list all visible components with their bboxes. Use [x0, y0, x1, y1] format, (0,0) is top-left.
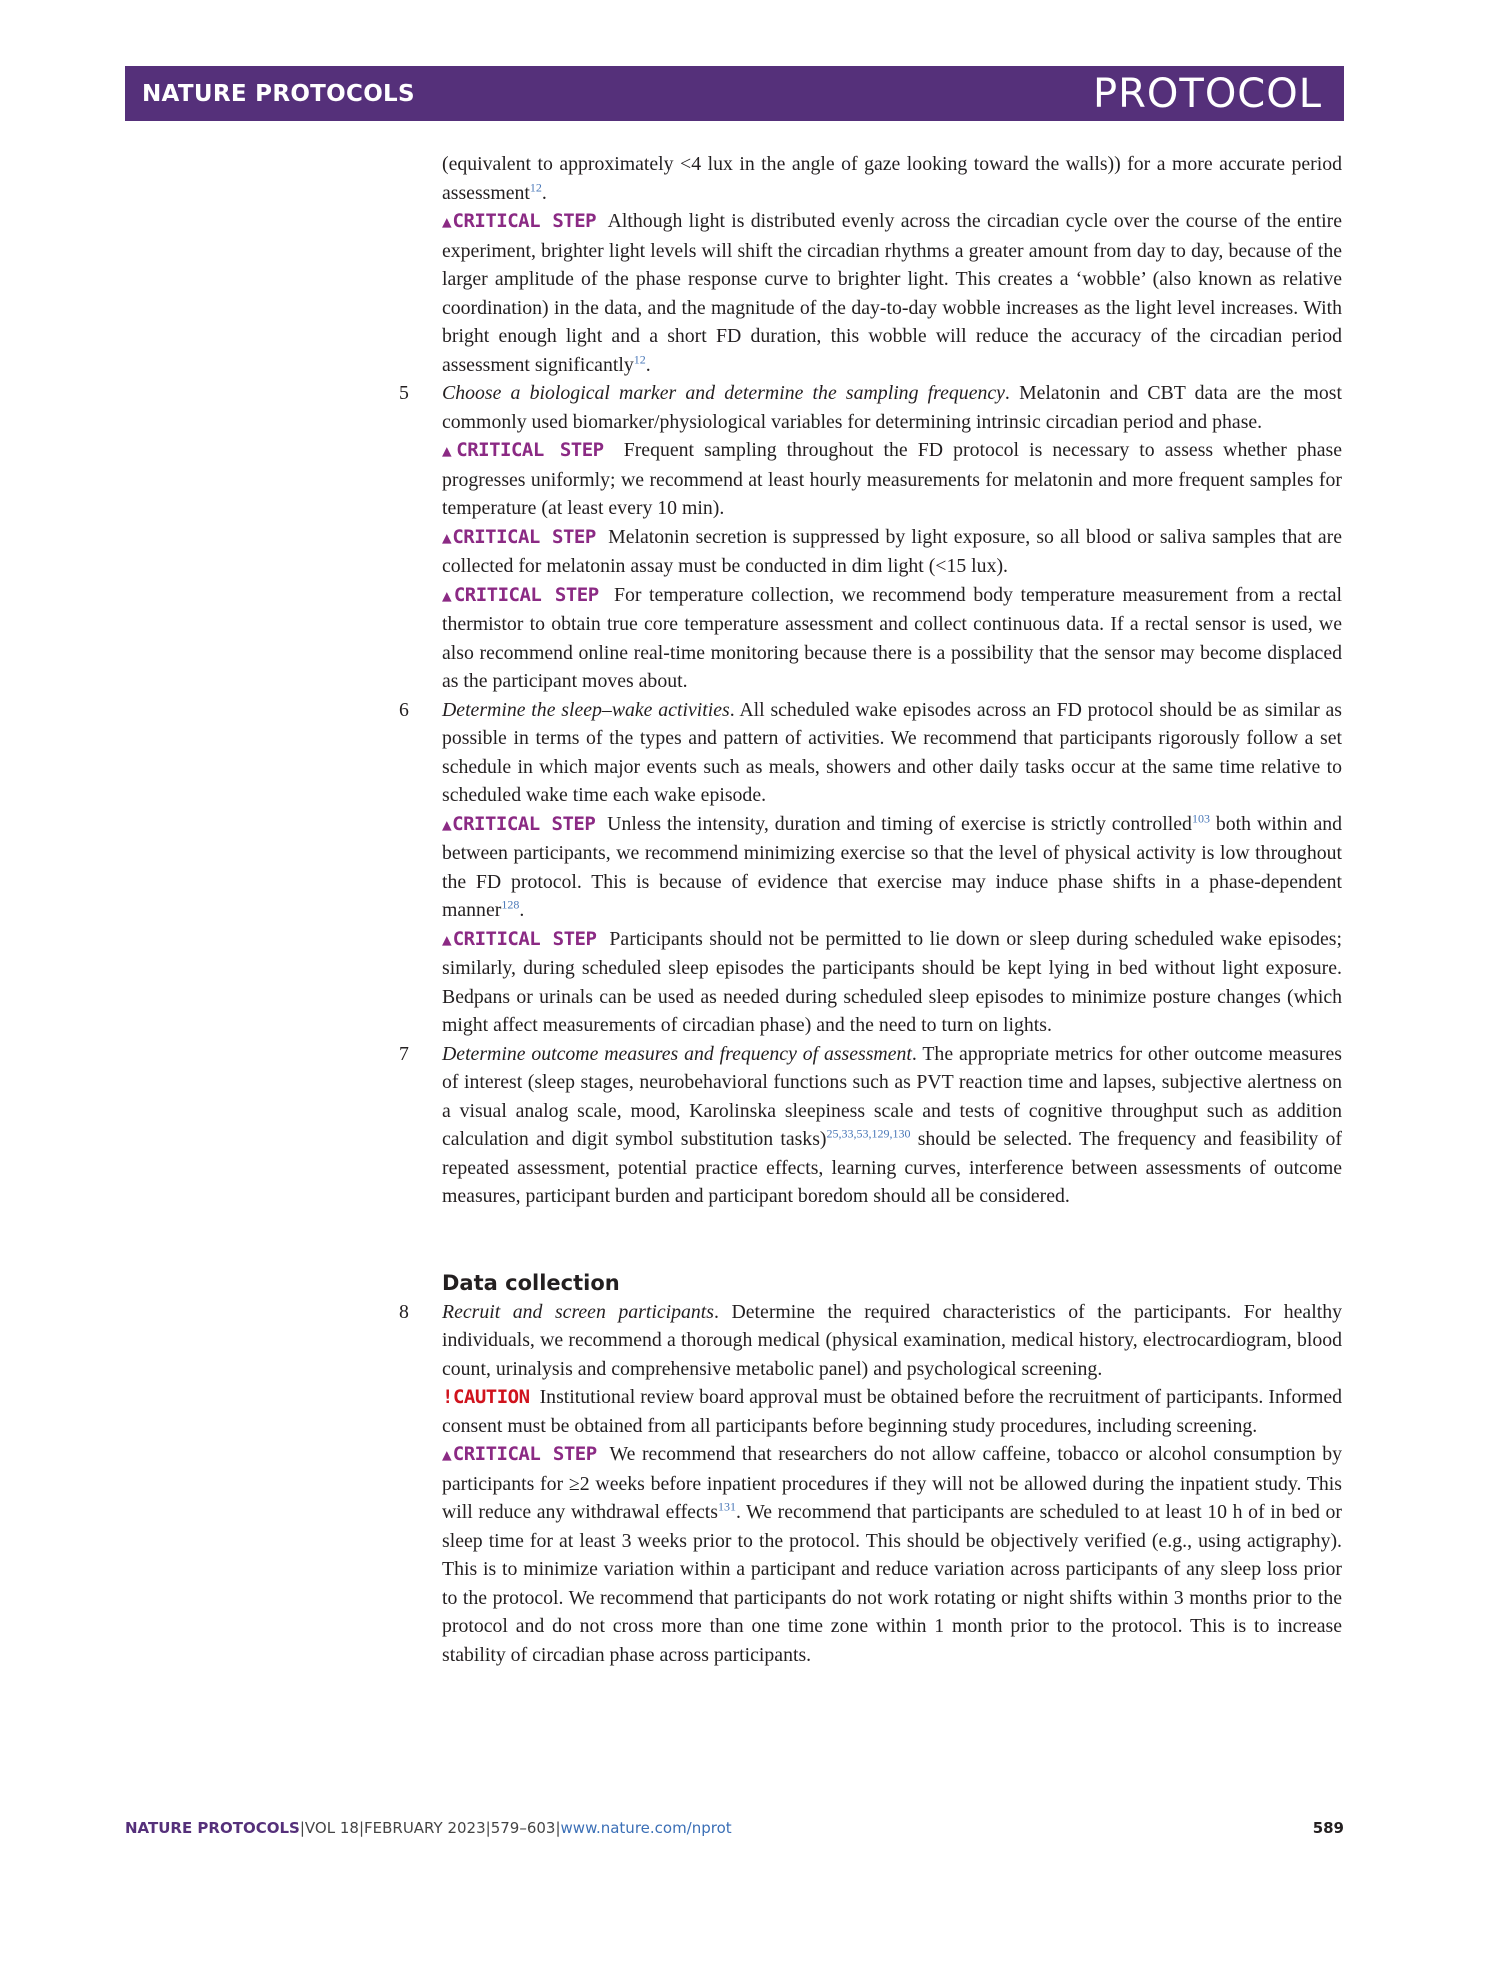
ref-link[interactable]: 12	[633, 351, 646, 366]
critical-step-label: ▲CRITICAL STEP	[442, 210, 597, 232]
footer-pages: 579–603	[490, 1819, 556, 1837]
critical-step-label: ▲CRITICAL STEP	[442, 1443, 597, 1465]
step-title: Determine the sleep–wake activities	[442, 698, 730, 721]
section-heading: Data collection	[442, 1270, 620, 1295]
caution-label: !CAUTION	[442, 1386, 530, 1408]
protocol-step-6: 6 Determine the sleep–wake activities. All scheduled wake episodes across an FD protocol should be as similar as possible in terms of the types and pattern of activities. We recommend that participants rigorously follow a set schedule in which major events such as meals, showers and other daily tasks occur at the same time relative to scheduled wake time each wake episode.	[442, 696, 1342, 810]
footer-date: FEBRUARY 2023	[364, 1819, 486, 1837]
step-title: Recruit and screen participants	[442, 1300, 714, 1323]
ref-link[interactable]: 25,33,53,129,130	[826, 1126, 911, 1141]
caution-note: !CAUTION Institutional review board approval must be obtained before the recruitment of participants. Informed consent must be obtained from all participants before beginning study procedures, including screening.	[442, 1386, 1343, 1437]
step-title: Determine outcome measures and frequency of assessment	[442, 1042, 912, 1065]
critical-step-note: ▲CRITICAL STEP Unless the intensity, duration and timing of exercise is strictly controlled$^{103}$ both within and between participants, we recommend minimizing exercise so that the level of physical activity is low throughout the FD protocol. This is because of evidence that exercise may induce phase shifts in a phase-dependent manner$^{128}$.	[442, 810, 1343, 921]
step-title: Choose a biological marker and determine the sampling frequency	[442, 382, 1005, 404]
critical-step-label: ▲CRITICAL STEP	[442, 812, 596, 835]
main-content	[399, 150, 1343, 1669]
footer-journal: NATURE PROTOCOLS	[125, 1819, 300, 1837]
critical-step-note: ▲CRITICAL STEP Frequent sampling throughout the FD protocol is necessary to assess whether phase progresses uniformly; we recommend at least hourly measurements for melatonin and more frequent samples for temperature (at least every 10 min).	[442, 439, 1342, 519]
triangle-icon: ▲	[442, 527, 453, 547]
continued-paragraph: (equivalent to approximately <4 lux in the angle of gaze looking toward the walls)) for a more accurate period assessment$^{12}$.	[442, 153, 1342, 204]
critical-step-note: ▲CRITICAL STEP Although light is distributed evenly across the circadian cycle over the course of the entire experiment, brighter light levels will shift the circadian rhythms a greater amount from day to day, because of the larger amplitude of the phase response curve to brighter light. This creates a ‘wobble’ (also known as relative coordination) in the data, and the magnitude of the day-to-day wobble increases as the light level increases. With bright enough light and a short FD duration, this wobble will reduce the accuracy of the circadian period assessment significantly$^{12}$.	[442, 210, 1342, 376]
article-type: PROTOCOL	[1092, 71, 1322, 117]
critical-step-note: ▲CRITICAL STEP Melatonin secretion is suppressed by light exposure, so all blood or saliva samples that are collected for melatonin assay must be conducted in dim light (<15 lux).	[442, 525, 1343, 577]
page-footer: NATURE PROTOCOLS|VOL 18|FEBRUARY 2023|579–603|www.nature.com/nprot 589	[125, 1819, 1344, 1837]
page-number: 589	[1312, 1819, 1344, 1837]
triangle-icon: ▲	[442, 929, 453, 949]
protocol-step-8: 8 Recruit and screen participants. Determine the required characteristics of the participants. For healthy individuals, we recommend a thorough medical (physical examination, medical history, electrocardiogram, blood count, urinalysis and comprehensive metabolic panel) and psychological screening.	[442, 1298, 1342, 1384]
ref-link[interactable]: 131	[717, 1499, 736, 1514]
step-number: 8	[399, 1300, 409, 1323]
triangle-icon: ▲	[442, 441, 457, 460]
exclamation-icon: !	[442, 1386, 453, 1408]
ref-link[interactable]: 103	[1191, 810, 1210, 825]
triangle-icon: ▲	[442, 212, 453, 231]
footer-volume: VOL 18	[304, 1819, 359, 1837]
ref-link[interactable]: 12	[529, 179, 542, 194]
step-number: 5	[399, 382, 409, 404]
protocol-step-7: 7 Determine outcome measures and frequency of assessment. The appropriate metrics for other outcome measures of interest (sleep stages, neurobehavioral functions such as PVT reaction time and lapses, subjective alertness on a visual analog scale, mood, Karolinska sleepiness scale and tests of cognitive throughput such as addition calculation and digit symbol substitution tasks)$^{25,33,53,129,130}$ should be selected. The frequency and feasibility of repeated assessment, potential practice effects, learning curves, interference between assessments of outcome measures, participant burden and participant boredom should all be considered.	[442, 1040, 1342, 1211]
journal-name: NATURE PROTOCOLS	[142, 81, 415, 107]
journal-url-link[interactable]: www.nature.com/nprot	[560, 1819, 732, 1837]
step-number: 7	[399, 1042, 409, 1065]
critical-step-note: ▲CRITICAL STEP We recommend that researchers do not allow caffeine, tobacco or alcohol consumption by participants for ≥2 weeks before inpatient procedures if they will not be allowed during the inpatient study. This will reduce any withdrawal effects$^{131}$. We recommend that participants are scheduled to at least 10 h of in bed or sleep time for at least 3 weeks prior to the protocol. This should be objectively verified (e.g., using actigraphy). This is to minimize variation within a participant and reduce variation across participants of any sleep loss prior to the protocol. We recommend that participants do not work rotating or night shifts within 3 months prior to the protocol and do not cross more than one time zone within 1 month prior to the protocol. This is to increase stability of circadian phase across participants.	[442, 1443, 1342, 1666]
step-number: 6	[399, 698, 409, 721]
critical-step-note: ▲CRITICAL STEP Participants should not be permitted to lie down or sleep during scheduled wake episodes; similarly, during scheduled sleep episodes the participants should be kept lying in bed without light exposure. Bedpans or urinals can be used as needed during scheduled sleep episodes to minimize posture changes (which might affect measurements of circadian phase) and the need to turn on lights.	[442, 927, 1342, 1036]
critical-step-label: ▲CRITICAL STEP	[442, 583, 599, 606]
critical-step-label: ▲CRITICAL STEP	[442, 525, 596, 548]
critical-step-label: ▲CRITICAL STEP	[442, 439, 604, 461]
triangle-icon: ▲	[442, 1445, 453, 1464]
ref-link[interactable]: 128	[501, 897, 520, 912]
triangle-icon: ▲	[442, 585, 454, 605]
journal-header-bar	[125, 66, 1344, 121]
critical-step-label: ▲CRITICAL STEP	[442, 927, 597, 950]
protocol-step-5: 5 Choose a biological marker and determine the sampling frequency. Melatonin and CBT data are the most commonly used biomarker/physiological variables for determining intrinsic circadian period and phase.	[442, 379, 1342, 436]
critical-step-note: ▲CRITICAL STEP For temperature collection, we recommend body temperature measurement from a rectal thermistor to obtain true core temperature assessment and collect continuous data. If a rectal sensor is used, we also recommend online real-time monitoring because there is a possibility that the sensor may become displaced as the participant moves about.	[442, 583, 1343, 692]
triangle-icon: ▲	[442, 814, 453, 834]
